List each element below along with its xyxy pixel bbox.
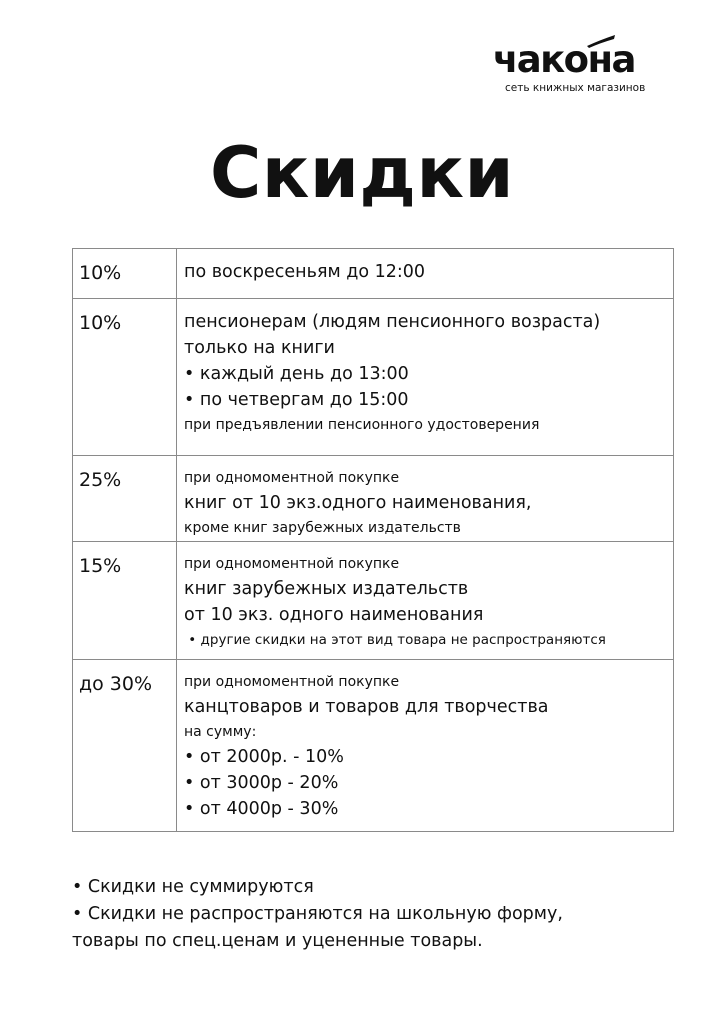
- page-title: Скидки: [209, 132, 515, 214]
- description-line: при одномоментной покупке: [184, 470, 400, 486]
- description-line: книг зарубежных издательств: [184, 579, 469, 599]
- logo-wordmark: чакона: [493, 38, 635, 81]
- description-line: книг от 10 экз.одного наименования,: [184, 493, 532, 513]
- description-line: по воскресеньям до 12:00: [184, 262, 426, 282]
- discount-table: [72, 248, 674, 832]
- description-line: при одномоментной покупке: [184, 674, 400, 690]
- discount-description: [177, 542, 674, 660]
- description-line: • от 4000р - 30%: [184, 799, 339, 819]
- description-line: • по четвергам до 15:00: [184, 390, 409, 410]
- discount-description: [177, 456, 674, 542]
- description-line: только на книги: [184, 338, 335, 358]
- footer-note: • Скидки не распространяются на школьную форму,: [72, 904, 563, 924]
- description-line: при предъявлении пенсионного удостоверения: [184, 417, 540, 433]
- description-line: • каждый день до 13:00: [184, 364, 409, 384]
- discount-percent: 10%: [73, 299, 177, 456]
- description-line: при одномоментной покупке: [184, 556, 400, 572]
- footer-notes: [72, 874, 692, 955]
- discount-percent: до 30%: [73, 660, 177, 832]
- description-line: пенсионерам (людям пенсионного возраста): [184, 312, 601, 332]
- discount-row: [73, 456, 674, 542]
- discount-percent: 25%: [73, 456, 177, 542]
- discount-percent: 15%: [73, 542, 177, 660]
- description-line: • от 2000р. - 10%: [184, 747, 344, 767]
- discount-row: [73, 542, 674, 660]
- discount-row: [73, 299, 674, 456]
- logo: [493, 34, 653, 98]
- description-line: • от 3000р - 20%: [184, 773, 339, 793]
- description-line: канцтоваров и товаров для творчества: [184, 697, 549, 717]
- description-line: от 10 экз. одного наименования: [184, 605, 484, 625]
- footer-note: • Скидки не суммируются: [72, 877, 314, 897]
- description-line: • другие скидки на этот вид товара не распространяются: [184, 632, 606, 648]
- discount-row: [73, 249, 674, 299]
- footer-note: товары по спец.ценам и уцененные товары.: [72, 931, 483, 951]
- discount-description: [177, 249, 674, 299]
- logo-subtitle: сеть книжных магазинов: [505, 82, 646, 94]
- discount-description: [177, 299, 674, 456]
- description-line: кроме книг зарубежных издательств: [184, 520, 461, 536]
- description-line: на сумму:: [184, 724, 257, 740]
- discount-description: [177, 660, 674, 832]
- discount-row: [73, 660, 674, 832]
- discount-percent: 10%: [73, 249, 177, 299]
